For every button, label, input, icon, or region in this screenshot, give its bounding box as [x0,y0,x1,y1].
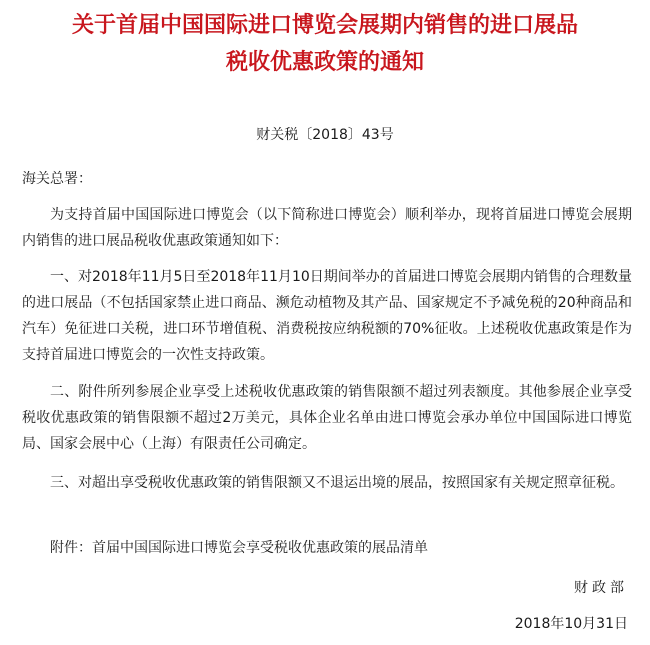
issuing-authority: 财政部 [574,580,628,596]
clause-one-paragraph: 一、对2018年11月5日至2018年11月10日期间举办的首届进口博览会展期内销售的合理数量的进口展品（不包括国家禁止进口商品、濒危动植物及其产品、国家规定不予减免税的20种商品和汽车）免征进口关税，进口环节增值税、消费税按应纳税额的70%征收。上述税收优惠政策是作为支持首届进口博览会的一次性支持政策。 [22,269,632,363]
clause-two-paragraph: 二、附件所列参展企业享受上述税收优惠政策的销售限额不超过列表额度。其他参展企业享受税收优惠政策的销售限额不超过2万美元，具体企业名单由进口博览会承办单位中国国际进口博览局、国家会展中心（上海）有限责任公司确定。 [22,384,632,452]
document-title-line-1: 关于首届中国国际进口博览会展期内销售的进口展品 [71,12,578,38]
attachment-line: 附件：首届中国国际进口博览会享受税收优惠政策的展品清单 [50,540,428,556]
clause-three-paragraph: 三、对超出享受税收优惠政策的销售限额又不退运出境的展品，按照国家有关规定照章征税。 [50,475,624,491]
document-title-line-2: 税收优惠政策的通知 [225,49,424,75]
issue-date: 2018年10月31日 [514,616,628,632]
document-number: 财关税〔2018〕43号 [256,127,394,143]
intro-paragraph: 为支持首届中国国际进口博览会（以下简称进口博览会）顺利举办，现将首届进口博览会展期内销售的进口展品税收优惠政策通知如下： [22,207,632,249]
salutation: 海关总署： [22,171,92,187]
